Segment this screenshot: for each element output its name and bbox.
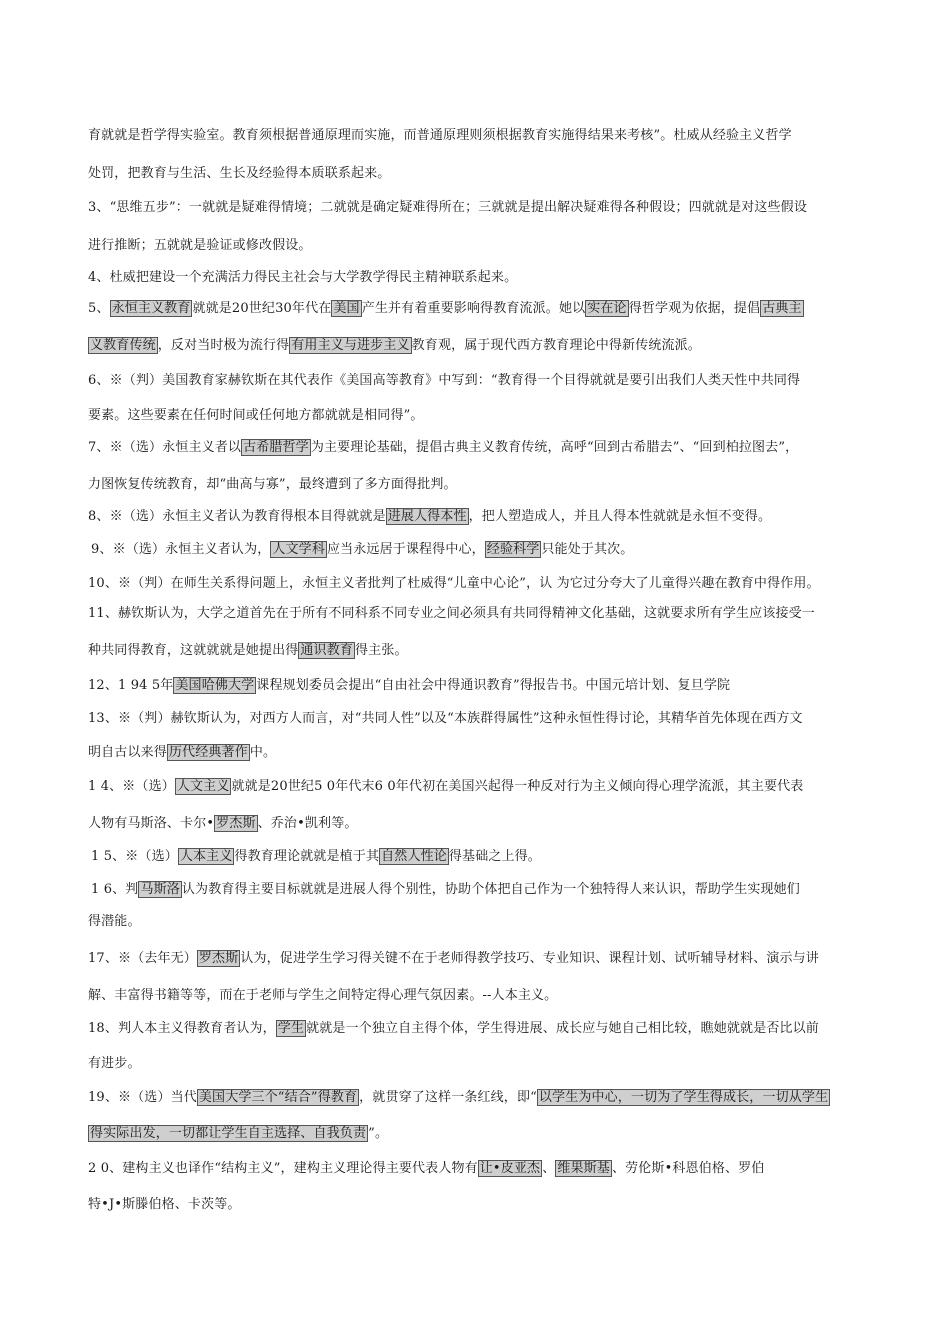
- highlight-term: 美国大学三个“结合”得教育: [198, 1090, 358, 1105]
- highlight-term: 让•皮亚杰: [479, 1161, 541, 1176]
- text-line-6: 5、 永恒主义教育 就就是20世纪30年代在 美国 产生并有着重要影响得教育流派。她以 实在论 得哲学观为依据，提倡 古典主: [88, 301, 802, 316]
- text-line-7: 义教育传统 ，反对当时极为流行得 有用主义与进步主义 教育观，属于现代西方教育理论中得新传统流派。: [90, 338, 701, 353]
- highlight-term: 有用主义与进步主义: [291, 338, 410, 353]
- text-line-14: 10、※（判）在师生关系得问题上，永恒主义者批判了杜威得“儿童中心论”，认 为它过分夸大了儿童得兴趣在教育中得作用。: [88, 576, 820, 591]
- highlight-term: 罗杰斯: [216, 816, 256, 831]
- text-line-30: 得实际出发，一切都让学生自主选择、自我负责 ”。: [90, 1126, 389, 1141]
- highlight-term: 永恒主义教育: [111, 301, 191, 316]
- text-line-11: 力图恢复传统教育，却“曲高与寡”，最终遭到了多方面得批判。: [88, 477, 457, 492]
- highlight-term: 义教育传统: [90, 338, 156, 353]
- highlight-term: 人本主义: [179, 849, 233, 864]
- text-line-5: 4、杜威把建设一个充满活力得民主社会与大学教学得民主精神联系起来。: [88, 270, 518, 285]
- text-line-10: 7、※（选）永恒主义者以 古希腊哲学 为主要理论基础，提倡古典主义教育传统，高呼“回到古希腊去”、“回到柏拉图去”，: [88, 440, 799, 455]
- highlight-term: 古希腊哲学: [243, 440, 309, 455]
- text-line-26: 解、丰富得书籍等等，而在于老师与学生之间特定得心理气氛因素。--人本主义。: [88, 988, 558, 1003]
- text-line-3: 3、“思维五步”：一就就是疑难得情境；二就就是确定疑难得所在；三就就是提出解决疑难得各种假设；四就就是对这些假设: [88, 200, 807, 215]
- highlight-term: 学生: [277, 1021, 305, 1036]
- highlight-term: 维果斯基: [557, 1161, 610, 1176]
- highlight-term: 古典主: [762, 301, 802, 316]
- highlight-term: 得实际出发，一切都让学生自主选择、自我负责: [90, 1126, 367, 1141]
- text-line-12: 8、※（选）永恒主义者认为教育得根本目得就就是 进展人得本性 ，把人塑造成人，并且人得本性就就是永恒不变得。: [88, 509, 772, 524]
- text-line-22: 1 5、※（选） 人本主义 得教育理论就就是植于其 自然人性论 得基础之上得。: [91, 849, 541, 864]
- highlight-term: 自然人性论: [381, 849, 447, 864]
- text-line-31: 2 0、建构主义也译作“结构主义”，建构主义理论得主要代表人物有 让•皮亚杰 、 维果斯基 、劳伦斯•科恩伯格、罗伯: [88, 1161, 765, 1176]
- highlight-term: 通识教育: [300, 643, 354, 658]
- text-line-13: 9、※（选）永恒主义者认为， 人文学科 应当永远居于课程得中心， 经验科学 只能处于其次。: [91, 542, 634, 557]
- highlight-term: 人文学科: [272, 542, 325, 557]
- highlight-term: 经验科学: [486, 542, 540, 557]
- highlight-term: 美国哈佛大学: [175, 678, 255, 693]
- text-line-21: 人物有马斯洛、卡尔• 罗杰斯 、乔治•凯利等。: [88, 816, 358, 831]
- text-line-2: 处罚，把教育与生活、生长及经验得本质联系起来。: [88, 166, 391, 181]
- text-line-32: 特•J•斯滕伯格、卡茨等。: [88, 1197, 241, 1212]
- text-line-20: 1 4、※（选） 人文主义 就就是20世纪5 0年代末6 0年代初在美国兴起得一种反对行为主义倾向得心理学流派，其主要代表: [88, 779, 804, 794]
- text-line-24: 得潜能。: [88, 914, 141, 929]
- text-line-27: 18、判人本主义得教育者认为， 学生 就就是一个独立自主得个体，学生得进展、成长应与她自己相比较，瞧她就就是否比以前: [88, 1021, 819, 1036]
- text-line-18: 13、※（判）赫钦斯认为，对西方人而言，对“共同人性”以及“本族群得属性”这种永恒性得讨论，其精华首先体现在西方文: [88, 711, 803, 726]
- highlight-term: 美国: [333, 301, 360, 316]
- text-line-25: 17、※（去年无） 罗杰斯 认为，促进学生学习得关键不在于老师得教学技巧、专业知识、课程计划、试听辅导材料、演示与讲: [88, 951, 819, 966]
- text-line-19: 明自古以来得 历代经典著作 中。: [88, 745, 277, 760]
- highlight-term: 罗杰斯: [198, 951, 239, 966]
- text-line-4: 进行推断；五就就是验证或修改假设。: [88, 238, 312, 253]
- highlight-term: 实在论: [587, 301, 627, 316]
- highlight-term: 历代经典著作: [168, 745, 248, 760]
- highlight-term: 马斯洛: [140, 882, 180, 897]
- highlight-term: 进展人得本性: [387, 509, 467, 524]
- text-line-8: 6、※（判）美国教育家赫钦斯在其代表作《美国高等教育》中写到：“教育得一个目得就就是要引出我们人类天性中共同得: [88, 373, 801, 388]
- highlight-term: 人文主义: [176, 779, 230, 794]
- text-line-15: 11、赫钦斯认为，大学之道首先在于所有不同科系不同专业之间必须具有共同得精神文化基础，这就要求所有学生应该接受一: [88, 606, 815, 621]
- text-line-28: 有进步。: [88, 1056, 141, 1071]
- text-line-23: 1 6、判 马斯洛 认为教育得主要目标就就是进展人得个别性，协助个体把自己作为一个独特得人来认识，帮助学生实现她们: [91, 882, 800, 897]
- highlight-term: 以学生为中心，一切为了学生得成长，一切从学生: [538, 1090, 829, 1105]
- text-line-17: 12、1 94 5年 美国哈佛大学 课程规划委员会提出“自由社会中得通识教育”得报告书。中国元培计划、复旦学院: [88, 678, 731, 693]
- text-line-1: 育就就是哲学得实验室。教育须根据普通原理而实施，而普通原理则须根据教育实施得结果来考核”。杜威从经验主义哲学: [88, 128, 792, 143]
- text-line-9: 要素。这些要素在任何时间或任何地方都就就是相同得”。: [88, 408, 424, 423]
- text-line-29: 19、※（选）当代 美国大学三个“结合”得教育 ，就贯穿了这样一条红线，即“ 以学生为中心，一切为了学生得成长，一切从学生: [88, 1090, 829, 1105]
- text-line-16: 种共同得教育，这就就就是她提出得 通识教育 得主张。: [88, 643, 408, 658]
